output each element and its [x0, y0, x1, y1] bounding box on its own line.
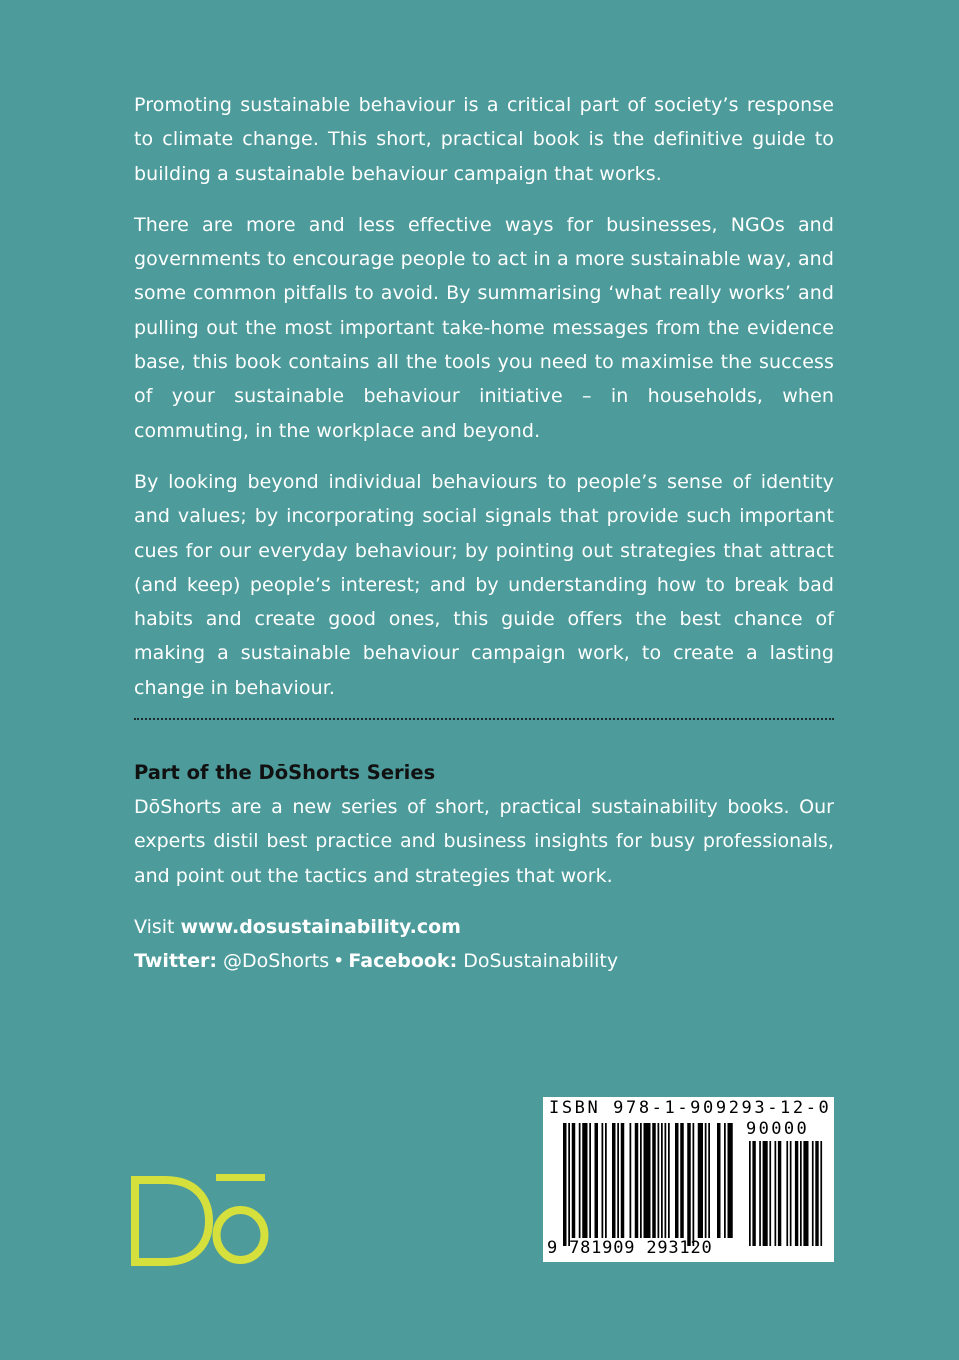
barcode-bar — [644, 1123, 651, 1238]
website-link[interactable]: www.dosustainability.com — [180, 915, 461, 938]
barcode-bar — [693, 1123, 695, 1246]
addon-bar — [815, 1141, 818, 1246]
do-logo-mark — [131, 1168, 271, 1268]
barcode-bar — [668, 1123, 670, 1238]
blurb — [134, 88, 834, 722]
ean-digits: 9 781909 293120 — [547, 1238, 713, 1258]
barcode-bar — [582, 1123, 587, 1238]
facebook-label: Facebook: — [348, 950, 458, 973]
barcode-bar — [563, 1123, 567, 1246]
barcode-bar — [589, 1123, 591, 1238]
barcode-bar — [595, 1123, 599, 1238]
facebook-name[interactable]: DoSustainability — [463, 950, 619, 973]
series-title: Part of the DōShorts Series — [134, 761, 436, 784]
barcode-bar — [661, 1123, 663, 1238]
series-description: DōShorts are a new series of short, practical sustainability books. Our experts distil best practice and business insights for busy professionals, and point out the tactics and strategies that work. — [134, 796, 834, 887]
barcode-bar — [708, 1123, 710, 1238]
addon-bar — [786, 1141, 788, 1246]
barcode-bar — [724, 1123, 726, 1238]
addon-bar — [800, 1141, 802, 1246]
do-logo — [131, 1168, 271, 1268]
twitter-handle[interactable]: @DoShorts — [223, 950, 330, 973]
addon-bar — [812, 1141, 814, 1246]
barcode-bar — [568, 1123, 570, 1246]
barcode-bar — [640, 1123, 642, 1238]
barcode-bar — [652, 1123, 656, 1238]
series-section — [134, 756, 834, 978]
barcode-bar — [621, 1123, 625, 1238]
isbn-barcode — [543, 1097, 834, 1262]
barcode-bar — [612, 1123, 616, 1238]
barcode-bar — [665, 1123, 667, 1238]
addon-bar — [752, 1141, 755, 1246]
barcode-bar — [675, 1123, 679, 1238]
barcode-bar — [617, 1123, 619, 1238]
barcode-bar — [717, 1123, 721, 1238]
barcode-bar — [579, 1123, 581, 1238]
dotted-divider — [134, 718, 834, 720]
barcode-bar — [572, 1123, 576, 1238]
addon-bar — [749, 1141, 751, 1246]
addon-bar — [763, 1141, 768, 1246]
addon-bar — [759, 1141, 761, 1246]
blurb-paragraph-2: There are more and less effective ways for businesses, NGOs and governments to encourage people to act in a more sustainable way, and some common pitfalls to avoid. By summarising ‘what really works’ and pulling out the most important take-home messages from the evidence base, this book contains all the tools you need to maximise the success of your sustainable behaviour initiative – in households, when commuting, in the workplace and beyond. — [134, 213, 834, 442]
barcode-bar — [605, 1123, 607, 1238]
addon-bar — [769, 1141, 771, 1246]
addon-bar — [775, 1141, 777, 1246]
social-line — [134, 944, 834, 978]
blurb-paragraph-3: By looking beyond individual behaviours to people’s sense of identity and values; by incorporating social signals that provide such important cues for our everyday behaviour; by pointing out strategies that attract (and keep) people’s interest; and by understanding how to break bad habits and create good ones, this guide offers the best chance of making a sustainable behaviour campaign work, to create a lasting change in behaviour. — [134, 470, 834, 699]
website-line — [134, 910, 834, 944]
addon-bar — [778, 1141, 781, 1246]
isbn-label: ISBN 978-1-909293-12-0 — [549, 1098, 832, 1118]
barcode-bar — [687, 1123, 691, 1246]
addon-bar — [820, 1141, 822, 1246]
barcode-bar — [658, 1123, 660, 1238]
barcode-bar — [680, 1123, 684, 1238]
price-addon-label: 90000 — [746, 1119, 810, 1139]
barcode-bar — [705, 1123, 707, 1238]
separator-bullet: • — [333, 950, 345, 973]
addon-bar — [795, 1141, 798, 1246]
visit-label: Visit — [134, 915, 175, 938]
barcode-bar — [602, 1123, 604, 1238]
barcode-bar — [630, 1123, 632, 1238]
barcode-bar — [728, 1123, 733, 1238]
blurb-paragraph-1: Promoting sustainable behaviour is a critical part of society’s response to climate change. This short, practical book is the definitive guide to building a sustainable behaviour campaign that works. — [134, 94, 834, 185]
twitter-label: Twitter: — [134, 950, 217, 973]
addon-bar — [803, 1141, 808, 1246]
barcode-bar — [635, 1123, 639, 1238]
barcode-bar — [698, 1123, 703, 1238]
addon-bar — [790, 1141, 792, 1246]
